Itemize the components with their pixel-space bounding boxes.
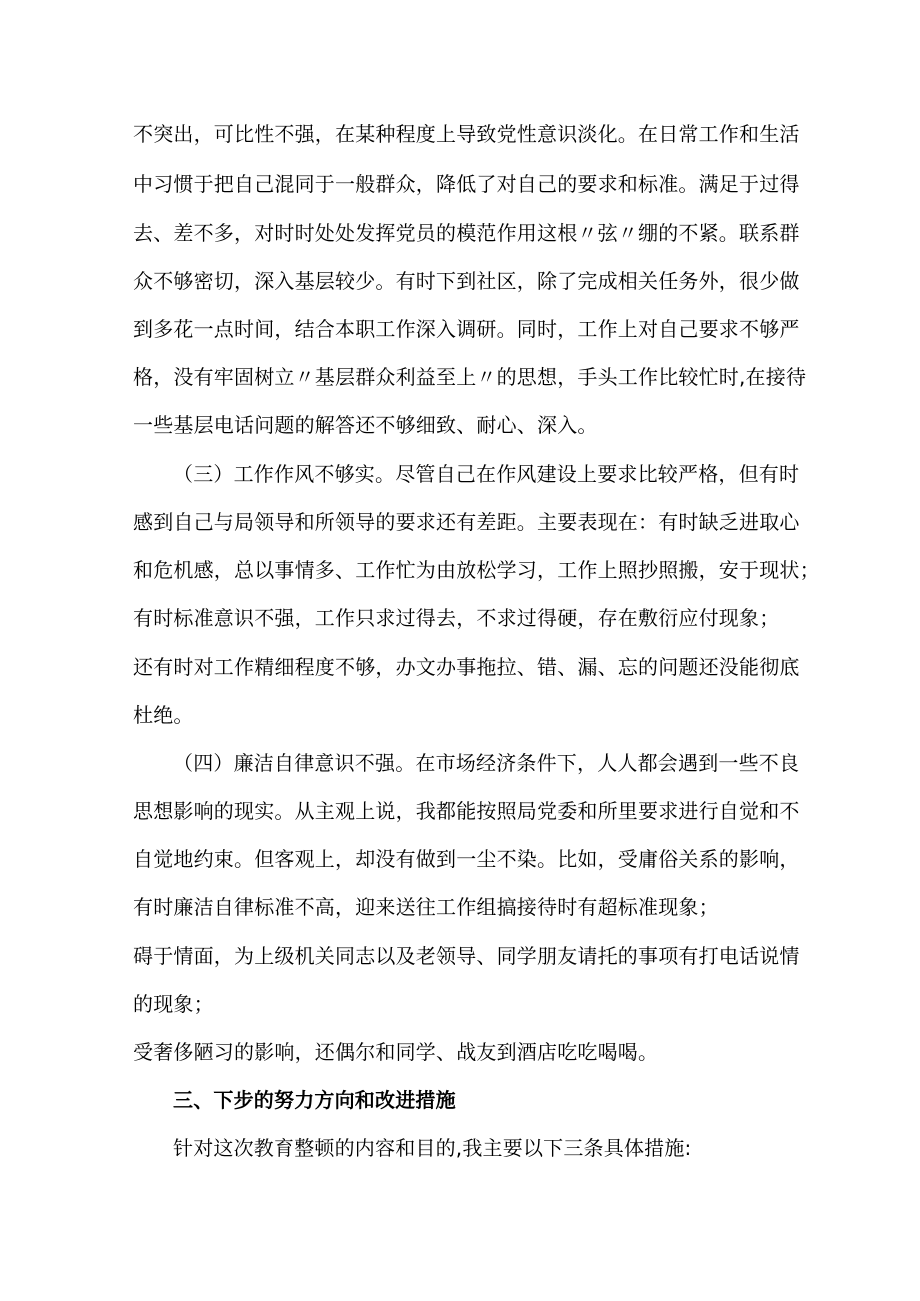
paragraph-line: 和危机感，总以事情多、工作忙为由放松学习，工作上照抄照搬，安于现状； — [133, 558, 820, 582]
paragraph-line: 去、差不多，对时时处处发挥党员的模范作用这根〃弦〃绷的不紧。联系群 — [133, 221, 800, 245]
section-four-first-line: （四）廉洁自律意识不强。在市场经济条件下，人人都会遇到一些不良 — [173, 751, 800, 775]
paragraph-line: 还有时对工作精细程度不够，办文办事拖拉、错、漏、忘的问题还没能彻底 — [133, 655, 800, 679]
paragraph-line: 到多花一点时间，结合本职工作深入调研。同时，工作上对自己要求不够严 — [133, 317, 800, 341]
paragraph-line: 碍于情面，为上级机关同志以及老领导、同学朋友请托的事项有打电话说情 — [133, 944, 800, 968]
paragraph-line: 格，没有牢固树立〃基层群众利益至上〃的思想，手头工作比较忙时,在接待 — [133, 365, 807, 389]
paragraph-line: 中习惯于把自己混同于一般群众，降低了对自己的要求和标准。满足于过得 — [133, 172, 800, 196]
paragraph-line: 不突出，可比性不强，在某种程度上导致党性意识淡化。在日常工作和生活 — [133, 122, 800, 146]
paragraph-line: 针对这次教育整顿的内容和目的,我主要以下三条具体措施: — [173, 1136, 692, 1160]
paragraph-line: 感到自己与局领导和所领导的要求还有差距。主要表现在：有时缺乏进取心 — [133, 510, 800, 534]
paragraph-line: 的现象； — [133, 992, 214, 1016]
section-heading: 三、下步的努力方向和改进措施 — [173, 1088, 456, 1112]
paragraph-line: 自觉地约束。但客观上，却没有做到一尘不染。比如，受庸俗关系的影响， — [133, 847, 800, 871]
paragraph-line: 众不够密切，深入基层较少。有时下到社区，除了完成相关任务外，很少做 — [133, 269, 800, 293]
section-three-first-line: （三）工作作风不够实。尽管自己在作风建设上要求比较严格，但有时 — [173, 462, 800, 486]
paragraph-line: 有时标准意识不强，工作只求过得去，不求过得硬，存在敷衍应付现象； — [133, 606, 780, 630]
paragraph-line: 受奢侈陋习的影响，还偶尔和同学、战友到酒店吃吃喝喝。 — [133, 1040, 659, 1064]
paragraph-line: 思想影响的现实。从主观上说，我都能按照局党委和所里要求进行自觉和不 — [133, 799, 800, 823]
paragraph-line: 有时廉洁自律标准不高，迎来送往工作组搞接待时有超标准现象； — [133, 895, 719, 919]
paragraph-line: 一些基层电话问题的解答还不够细致、耐心、深入。 — [133, 413, 598, 437]
paragraph-line: 杜绝。 — [133, 703, 194, 727]
